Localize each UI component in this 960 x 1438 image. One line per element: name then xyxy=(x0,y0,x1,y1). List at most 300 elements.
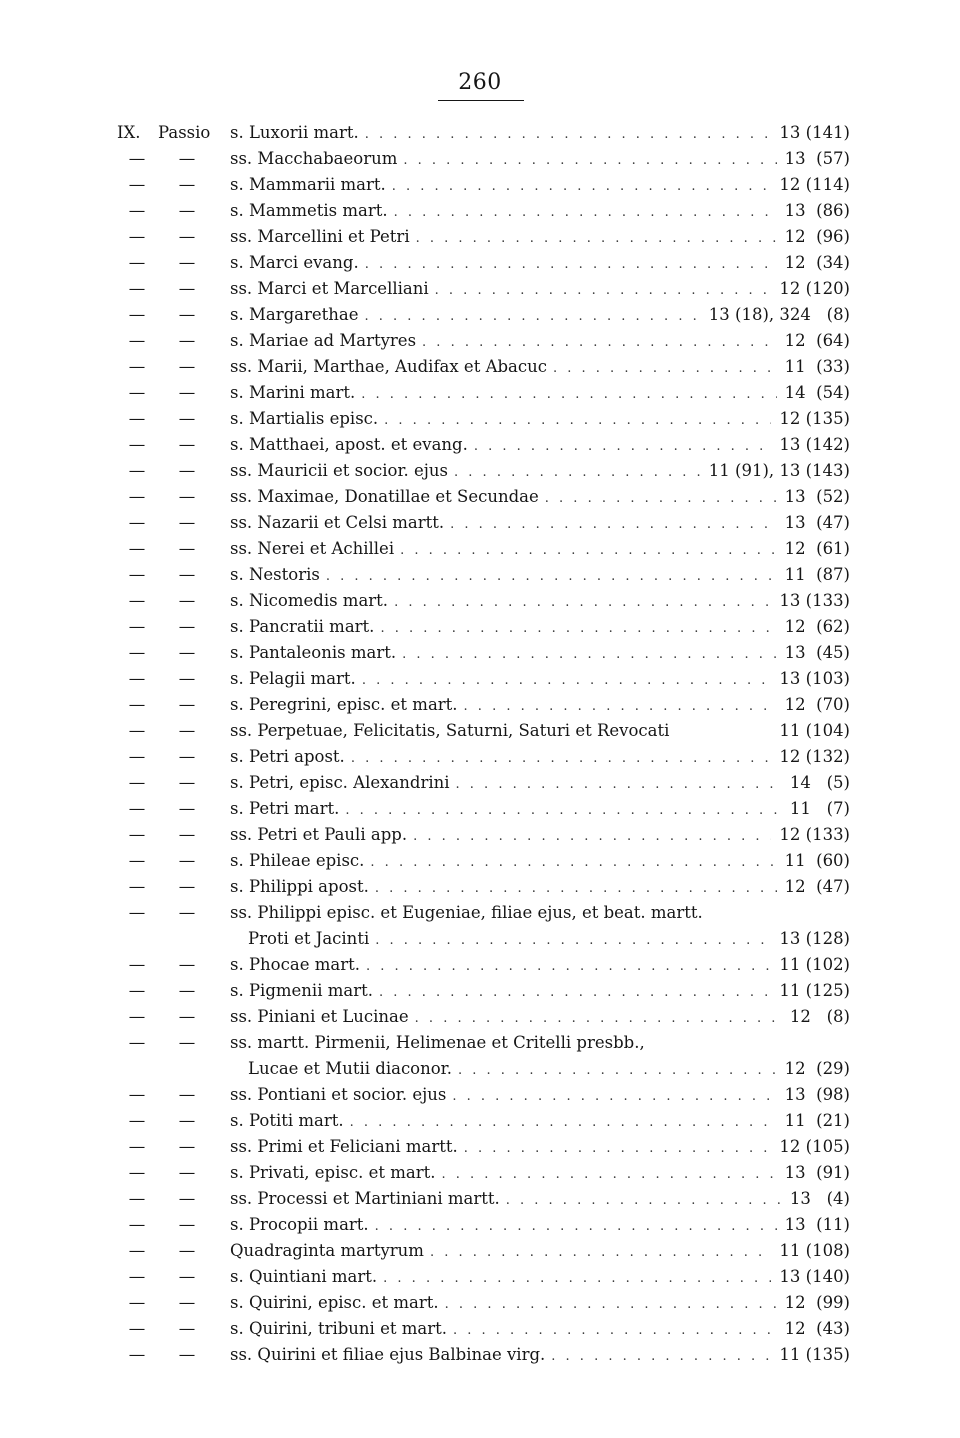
index-entry xyxy=(0,718,960,744)
dot-leader xyxy=(345,746,772,772)
entry-reference: 11 (135) xyxy=(779,1345,850,1364)
entry-reference: 12 (132) xyxy=(779,747,850,766)
entry-genre: — xyxy=(178,565,196,584)
index-entry xyxy=(0,770,960,796)
entry-title: ss. Philippi episc. et Eugeniae, filiae ejus, et beat. martt. xyxy=(230,903,703,922)
dot-leader xyxy=(360,954,771,980)
entry-title-cell xyxy=(230,120,771,148)
entry-title: ss. Macchabaeorum xyxy=(230,149,398,168)
entry-title: ss. Marcellini et Petri xyxy=(230,227,410,246)
dot-leader xyxy=(458,694,777,720)
entry-genre: — xyxy=(178,175,196,194)
entry-chapter: — xyxy=(128,331,146,350)
entry-title: s. Quirini, tribuni et mart. xyxy=(230,1319,447,1338)
dot-leader xyxy=(373,980,771,1006)
entry-genre: — xyxy=(178,201,196,220)
entry-title: s. Potiti mart. xyxy=(230,1111,344,1130)
entry-reference: 11 (102) xyxy=(779,955,850,974)
entry-title: s. Mammarii mart. xyxy=(230,175,386,194)
dot-leader xyxy=(458,1136,772,1162)
dot-leader xyxy=(388,590,771,616)
entry-reference: 12 (62) xyxy=(784,617,850,636)
index-entry xyxy=(0,822,960,848)
entry-reference: 12 (43) xyxy=(784,1319,850,1338)
entry-reference: 11 (104) xyxy=(779,721,850,740)
entry-title-cell xyxy=(230,874,777,902)
entry-reference: 12 (47) xyxy=(784,877,850,896)
entry-title-cell xyxy=(230,952,771,980)
entry-genre: — xyxy=(178,331,196,350)
entry-title: s. Pancratii mart. xyxy=(230,617,375,636)
entry-title: s. Matthaei, apost. et evang. xyxy=(230,435,468,454)
entry-chapter: — xyxy=(128,1111,146,1130)
entry-reference: 13 (52) xyxy=(784,487,850,506)
entry-chapter: — xyxy=(128,825,146,844)
entry-genre: — xyxy=(178,721,196,740)
entry-chapter: — xyxy=(128,487,146,506)
entry-genre: — xyxy=(178,617,196,636)
index-entry xyxy=(0,276,960,302)
entry-genre: — xyxy=(178,903,196,922)
entry-title-cell xyxy=(230,1316,777,1344)
index-entry xyxy=(0,406,960,432)
page-number: 260 xyxy=(458,70,502,95)
dot-leader xyxy=(388,200,777,226)
entry-title: s. Quintiani mart. xyxy=(230,1267,378,1286)
entry-title-cell xyxy=(230,302,701,330)
entry-genre: — xyxy=(178,591,196,610)
entry-reference: 13 (98) xyxy=(784,1085,850,1104)
index-entry xyxy=(0,1342,960,1368)
entry-title-cell xyxy=(230,692,777,720)
entry-reference: 11 (21) xyxy=(784,1111,850,1130)
entry-genre: — xyxy=(178,1215,196,1234)
dot-leader xyxy=(407,824,771,850)
entry-title: s. Marci evang. xyxy=(230,253,359,272)
entry-title-cell xyxy=(230,588,771,616)
entry-title: ss. Processi et Martiniani martt. xyxy=(230,1189,500,1208)
entry-title: Quadraginta martyrum xyxy=(230,1241,424,1260)
entry-title-cell xyxy=(230,510,777,538)
entry-genre: — xyxy=(178,825,196,844)
entry-reference: 12 (8) xyxy=(789,1007,850,1026)
entry-title: Proti et Jacinti xyxy=(248,929,370,948)
dot-leader xyxy=(547,356,777,382)
entry-title: s. Nicomedis mart. xyxy=(230,591,389,610)
entry-genre: — xyxy=(178,773,196,792)
entry-genre: — xyxy=(178,1293,196,1312)
entry-chapter: — xyxy=(128,877,146,896)
dot-leader xyxy=(444,512,777,538)
entry-genre: — xyxy=(178,383,196,402)
entry-title: s. Philippi apost. xyxy=(230,877,369,896)
index-entry xyxy=(0,1160,960,1186)
entry-reference: 13 (45) xyxy=(784,643,850,662)
entry-title: ss. Quirini et filiae ejus Balbinae virg. xyxy=(230,1345,546,1364)
index-entry xyxy=(0,1134,960,1160)
entry-chapter: — xyxy=(128,851,146,870)
index-entry xyxy=(0,380,960,406)
dot-leader xyxy=(394,538,777,564)
entry-title-cell xyxy=(230,1212,777,1240)
entry-reference: 13 (57) xyxy=(784,149,850,168)
dot-leader xyxy=(377,1266,771,1292)
index-entry xyxy=(0,354,960,380)
entry-reference: 12 (135) xyxy=(779,409,850,428)
entry-title-cell xyxy=(230,1160,777,1188)
dot-leader xyxy=(397,148,776,174)
index-entry xyxy=(0,484,960,510)
entry-reference: 12 (64) xyxy=(784,331,850,350)
entry-chapter: — xyxy=(128,747,146,766)
entry-title: s. Margarethae xyxy=(230,305,359,324)
entry-genre: — xyxy=(178,539,196,558)
entry-chapter: — xyxy=(128,799,146,818)
entry-reference: 11 (91), 13 (143) xyxy=(708,461,850,480)
entry-reference: 12 (99) xyxy=(784,1293,850,1312)
entry-chapter: — xyxy=(128,383,146,402)
entry-chapter: — xyxy=(128,201,146,220)
entry-genre: — xyxy=(178,1085,196,1104)
entry-title-cell xyxy=(230,328,777,356)
entry-title: ss. Piniani et Lucinae xyxy=(230,1007,409,1026)
entry-chapter: — xyxy=(128,1163,146,1182)
entry-title-cell xyxy=(230,536,777,564)
entry-chapter: — xyxy=(128,981,146,1000)
index-entry xyxy=(0,562,960,588)
entry-chapter: — xyxy=(128,435,146,454)
entry-genre: — xyxy=(178,279,196,298)
index-entry xyxy=(0,1238,960,1264)
entry-reference: 12 (29) xyxy=(784,1059,850,1078)
entry-title-cell xyxy=(248,926,771,954)
index-entry xyxy=(0,1186,960,1212)
dot-leader xyxy=(378,408,771,434)
entry-genre: — xyxy=(178,695,196,714)
entry-title-cell xyxy=(230,744,771,772)
entry-title-cell xyxy=(248,1056,777,1084)
entry-reference: 11 (7) xyxy=(789,799,850,818)
entry-title-cell xyxy=(230,666,771,694)
entry-genre: — xyxy=(178,955,196,974)
entry-reference: 13 (86) xyxy=(784,201,850,220)
entry-title: s. Pigmenii mart. xyxy=(230,981,373,1000)
entry-chapter: — xyxy=(128,1215,146,1234)
entry-chapter: — xyxy=(128,695,146,714)
dot-leader xyxy=(439,1292,777,1318)
entry-chapter: — xyxy=(128,1319,146,1338)
dot-leader xyxy=(416,330,777,356)
index-entry xyxy=(0,588,960,614)
index-entry xyxy=(0,172,960,198)
entry-genre: — xyxy=(178,1319,196,1338)
entry-title-cell xyxy=(230,614,777,642)
entry-title-cell xyxy=(230,484,777,512)
entry-title: ss. Marii, Marthae, Audifax et Abacuc xyxy=(230,357,547,376)
entry-reference: 11 (33) xyxy=(784,357,850,376)
entry-genre: — xyxy=(178,1033,196,1052)
entry-genre: — xyxy=(178,851,196,870)
entry-chapter: — xyxy=(128,669,146,688)
entry-title-cell xyxy=(230,822,771,850)
index-entry xyxy=(0,692,960,718)
entry-chapter: — xyxy=(128,773,146,792)
index-entry xyxy=(0,146,960,172)
entry-chapter: — xyxy=(128,461,146,480)
dot-leader xyxy=(369,928,771,954)
dot-leader xyxy=(359,304,701,330)
entry-genre: — xyxy=(178,513,196,532)
entry-reference: 12 (120) xyxy=(779,279,850,298)
index-entry xyxy=(0,952,960,978)
entry-genre: — xyxy=(178,1111,196,1130)
entry-title-cell xyxy=(230,1342,771,1370)
entry-title-cell xyxy=(230,1238,771,1266)
entry-genre: — xyxy=(178,1189,196,1208)
dot-leader xyxy=(500,1188,782,1214)
dot-leader xyxy=(356,668,772,694)
entry-title: s. Martialis episc. xyxy=(230,409,379,428)
entry-title: s. Procopii mart. xyxy=(230,1215,369,1234)
entry-title-cell xyxy=(230,848,777,876)
entry-title: s. Peregrini, episc. et mart. xyxy=(230,695,458,714)
dot-leader xyxy=(410,226,777,252)
dot-leader xyxy=(448,460,701,486)
entry-genre: — xyxy=(178,1345,196,1364)
entry-reference: 13 (142) xyxy=(779,435,850,454)
index-entry xyxy=(0,796,960,822)
index-entry xyxy=(0,1290,960,1316)
entry-title-cell xyxy=(230,406,771,434)
entry-title-cell xyxy=(230,562,777,590)
entry-title: s. Nestoris xyxy=(230,565,320,584)
entry-reference: 12 (133) xyxy=(779,825,850,844)
entry-genre: — xyxy=(178,643,196,662)
entry-chapter: IX. xyxy=(117,123,141,142)
index-entry xyxy=(0,900,960,926)
entry-genre: — xyxy=(178,435,196,454)
entry-title-cell xyxy=(230,1030,850,1056)
entry-chapter: — xyxy=(128,1007,146,1026)
index-entry xyxy=(0,614,960,640)
entry-title: s. Phocae mart. xyxy=(230,955,360,974)
entry-reference: 13 (133) xyxy=(779,591,850,610)
entry-title: Lucae et Mutii diaconor. xyxy=(248,1059,452,1078)
entry-genre: — xyxy=(178,1137,196,1156)
entry-chapter: — xyxy=(128,227,146,246)
entry-title-cell xyxy=(230,718,771,744)
entry-title: ss. Nazarii et Celsi martt. xyxy=(230,513,445,532)
entry-chapter: — xyxy=(128,1267,146,1286)
dot-leader xyxy=(447,1318,777,1344)
dot-leader xyxy=(396,642,777,668)
dot-leader xyxy=(446,1084,776,1110)
dot-leader xyxy=(409,1006,782,1032)
entry-title: s. Petri apost. xyxy=(230,747,345,766)
index-entry xyxy=(0,744,960,770)
dot-leader xyxy=(339,798,782,824)
entry-genre: — xyxy=(178,1007,196,1026)
entry-reference: 14 (5) xyxy=(789,773,850,792)
entry-chapter: — xyxy=(128,1085,146,1104)
entry-reference: 11 (108) xyxy=(779,1241,850,1260)
entry-chapter: — xyxy=(128,305,146,324)
entry-title-cell xyxy=(230,770,782,798)
dot-leader xyxy=(424,1240,771,1266)
dot-leader xyxy=(369,876,777,902)
entry-genre: — xyxy=(178,357,196,376)
entry-chapter: — xyxy=(128,591,146,610)
index-entry xyxy=(0,666,960,692)
entry-title-cell xyxy=(230,1004,782,1032)
entry-chapter: — xyxy=(128,175,146,194)
dot-leader xyxy=(344,1110,777,1136)
dot-leader xyxy=(359,252,777,278)
index-entry xyxy=(0,1030,960,1056)
entry-title: s. Marini mart. xyxy=(230,383,356,402)
entry-chapter: — xyxy=(128,149,146,168)
entry-title: ss. Marci et Marcelliani xyxy=(230,279,429,298)
entry-title-cell xyxy=(230,978,771,1006)
dot-leader xyxy=(452,1058,777,1084)
entry-genre: — xyxy=(178,227,196,246)
index-entry xyxy=(0,458,960,484)
entry-title-cell xyxy=(230,900,850,926)
entry-chapter: — xyxy=(128,643,146,662)
entry-title: s. Privati, episc. et mart. xyxy=(230,1163,436,1182)
entry-title: ss. Petri et Pauli app. xyxy=(230,825,408,844)
entry-title: s. Pelagii mart. xyxy=(230,669,356,688)
entry-reference: 12 (61) xyxy=(784,539,850,558)
entry-title: ss. martt. Pirmenii, Helimenae et Critelli presbb., xyxy=(230,1033,645,1052)
entry-reference: 13 (91) xyxy=(784,1163,850,1182)
entry-chapter: — xyxy=(128,903,146,922)
entry-chapter: — xyxy=(128,279,146,298)
entry-chapter: — xyxy=(128,253,146,272)
entry-genre: — xyxy=(178,1267,196,1286)
entry-genre: — xyxy=(178,409,196,428)
index-entry xyxy=(0,874,960,900)
entry-title-cell xyxy=(230,796,782,824)
dot-leader xyxy=(364,850,776,876)
entry-title-cell xyxy=(230,1186,782,1214)
index-entry xyxy=(0,302,960,328)
entry-chapter: — xyxy=(128,539,146,558)
entry-reference: 13 (103) xyxy=(779,669,850,688)
entry-genre: — xyxy=(178,747,196,766)
entry-genre: — xyxy=(178,981,196,1000)
entry-title: s. Petri mart. xyxy=(230,799,340,818)
entry-reference: 13 (47) xyxy=(784,513,850,532)
entry-genre: Passio xyxy=(158,123,211,142)
entry-genre: — xyxy=(178,877,196,896)
entry-reference: 12 (105) xyxy=(779,1137,850,1156)
entry-genre: — xyxy=(178,1163,196,1182)
entry-title: s. Luxorii mart. xyxy=(230,123,359,142)
index-entry xyxy=(0,250,960,276)
entry-title: ss. Primi et Feliciani martt. xyxy=(230,1137,458,1156)
entry-title-cell xyxy=(230,276,771,304)
entry-chapter: — xyxy=(128,1033,146,1052)
entry-genre: — xyxy=(178,1241,196,1260)
entry-title-cell xyxy=(230,354,777,382)
dot-leader xyxy=(468,434,772,460)
entry-title-cell xyxy=(230,458,701,486)
entry-genre: — xyxy=(178,149,196,168)
entry-title: ss. Pontiani et socior. ejus xyxy=(230,1085,447,1104)
entry-reference: 12 (96) xyxy=(784,227,850,246)
entry-chapter: — xyxy=(128,617,146,636)
dot-leader xyxy=(545,1344,771,1370)
entry-title: ss. Maximae, Donatillae et Secundae xyxy=(230,487,539,506)
index-entry xyxy=(0,926,960,952)
entry-reference: 13 (4) xyxy=(789,1189,850,1208)
entry-title-cell xyxy=(230,146,777,174)
entry-genre: — xyxy=(178,487,196,506)
entry-reference: 11 (87) xyxy=(784,565,850,584)
dot-leader xyxy=(359,122,772,148)
dot-leader xyxy=(320,564,777,590)
index-entry xyxy=(0,198,960,224)
index-entry xyxy=(0,640,960,666)
entry-title-cell xyxy=(230,1290,777,1318)
entry-reference: 13 (11) xyxy=(784,1215,850,1234)
index-entry xyxy=(0,1316,960,1342)
entry-reference: 13 (128) xyxy=(779,929,850,948)
entry-chapter: — xyxy=(128,513,146,532)
index-entry xyxy=(0,1004,960,1030)
index-entry xyxy=(0,1264,960,1290)
dot-leader xyxy=(435,1162,776,1188)
entry-title: s. Pantaleonis mart. xyxy=(230,643,397,662)
dot-leader xyxy=(369,1214,777,1240)
entry-genre: — xyxy=(178,461,196,480)
dot-leader xyxy=(450,772,782,798)
index-entry xyxy=(0,328,960,354)
dot-leader xyxy=(386,174,772,200)
entry-chapter: — xyxy=(128,1189,146,1208)
entry-title: ss. Mauricii et socior. ejus xyxy=(230,461,449,480)
index-entry xyxy=(0,1212,960,1238)
entry-title: s. Mammetis mart. xyxy=(230,201,388,220)
entry-title: s. Mariae ad Martyres xyxy=(230,331,417,350)
entry-genre: — xyxy=(178,669,196,688)
entry-chapter: — xyxy=(128,1241,146,1260)
entry-title-cell xyxy=(230,172,771,200)
index-entry xyxy=(0,432,960,458)
index-entry xyxy=(0,1108,960,1134)
index-entry xyxy=(0,978,960,1004)
entry-title-cell xyxy=(230,1134,771,1162)
entry-chapter: — xyxy=(128,1293,146,1312)
entry-chapter: — xyxy=(128,565,146,584)
entry-title: s. Phileae episc. xyxy=(230,851,365,870)
entry-chapter: — xyxy=(128,955,146,974)
index-list xyxy=(0,120,960,1368)
entry-genre: — xyxy=(178,799,196,818)
entry-title-cell xyxy=(230,1082,777,1110)
entry-reference: 11 (125) xyxy=(779,981,850,1000)
entry-title: ss. Nerei et Achillei xyxy=(230,539,395,558)
entry-reference: 11 (60) xyxy=(784,851,850,870)
index-entry xyxy=(0,1082,960,1108)
index-entry xyxy=(0,224,960,250)
entry-title-cell xyxy=(230,1108,777,1136)
index-entry xyxy=(0,536,960,562)
index-entry xyxy=(0,120,960,146)
entry-title-cell xyxy=(230,432,771,460)
entry-reference: 12 (114) xyxy=(779,175,850,194)
